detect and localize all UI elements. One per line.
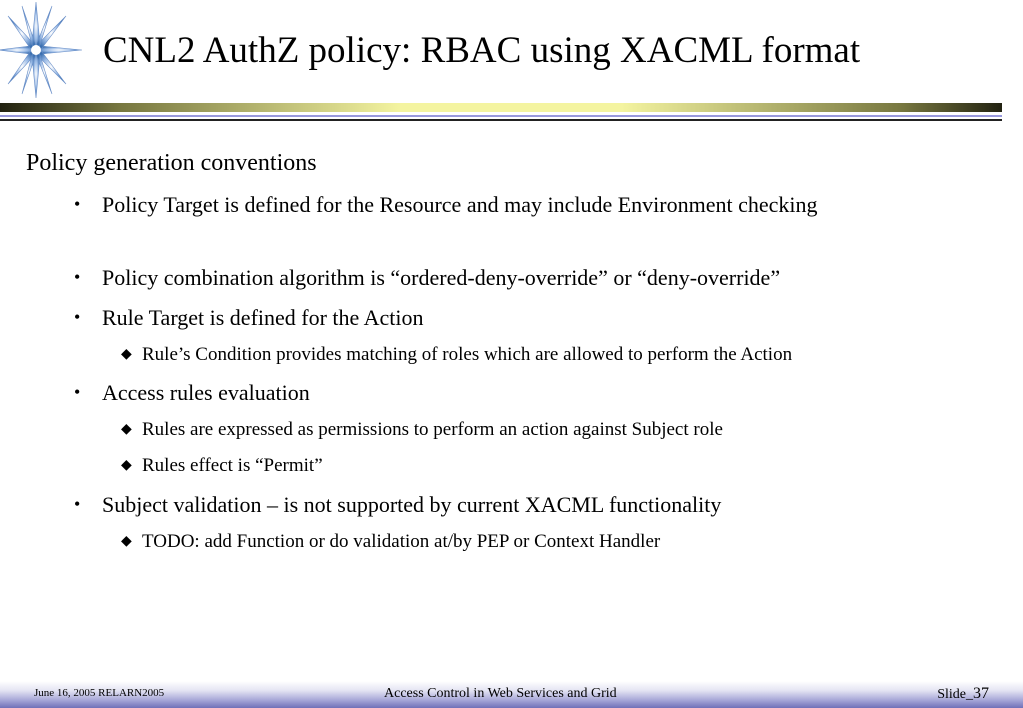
list-subitem: TODO: add Function or do validation at/by PEP or Context Handler — [142, 531, 661, 552]
list-item: Rule Target is defined for the Action — [102, 305, 424, 330]
title-underline — [0, 103, 1002, 125]
list-subitem: Rule’s Condition provides matching of roles which are allowed to perform the Action — [142, 344, 793, 365]
diamond-bullet: ◆ — [121, 347, 132, 362]
slide-number-value: 37 — [973, 685, 989, 702]
round-bullet: • — [74, 194, 81, 214]
round-bullet: • — [74, 494, 81, 514]
star-burst-icon — [0, 0, 84, 104]
list-item: Policy Target is defined for the Resource and may include Environment checking — [102, 192, 818, 217]
list-item: Policy combination algorithm is “ordered-deny-override” or “deny-override” — [102, 265, 781, 290]
list-item: Access rules evaluation — [102, 380, 310, 405]
page-title: CNL2 AuthZ policy: RBAC using XACML format — [103, 30, 861, 71]
slide-number — [937, 685, 989, 703]
diamond-bullet: ◆ — [121, 458, 132, 473]
diamond-bullet: ◆ — [121, 422, 132, 437]
diamond-bullet: ◆ — [121, 534, 132, 549]
section-heading: Policy generation conventions — [26, 150, 317, 176]
round-bullet: • — [74, 382, 81, 402]
list-item: Subject validation – is not supported by current XACML functionality — [102, 492, 722, 517]
list-subitem: Rules effect is “Permit” — [142, 455, 323, 476]
footer-date-event: June 16, 2005 RELARN2005 — [34, 687, 165, 699]
round-bullet: • — [74, 307, 81, 327]
slide-number-label: Slide_ — [937, 687, 973, 702]
footer-title: Access Control in Web Services and Grid — [384, 686, 617, 701]
list-subitem: Rules are expressed as permissions to perform an action against Subject role — [142, 419, 723, 440]
round-bullet: • — [74, 267, 81, 287]
